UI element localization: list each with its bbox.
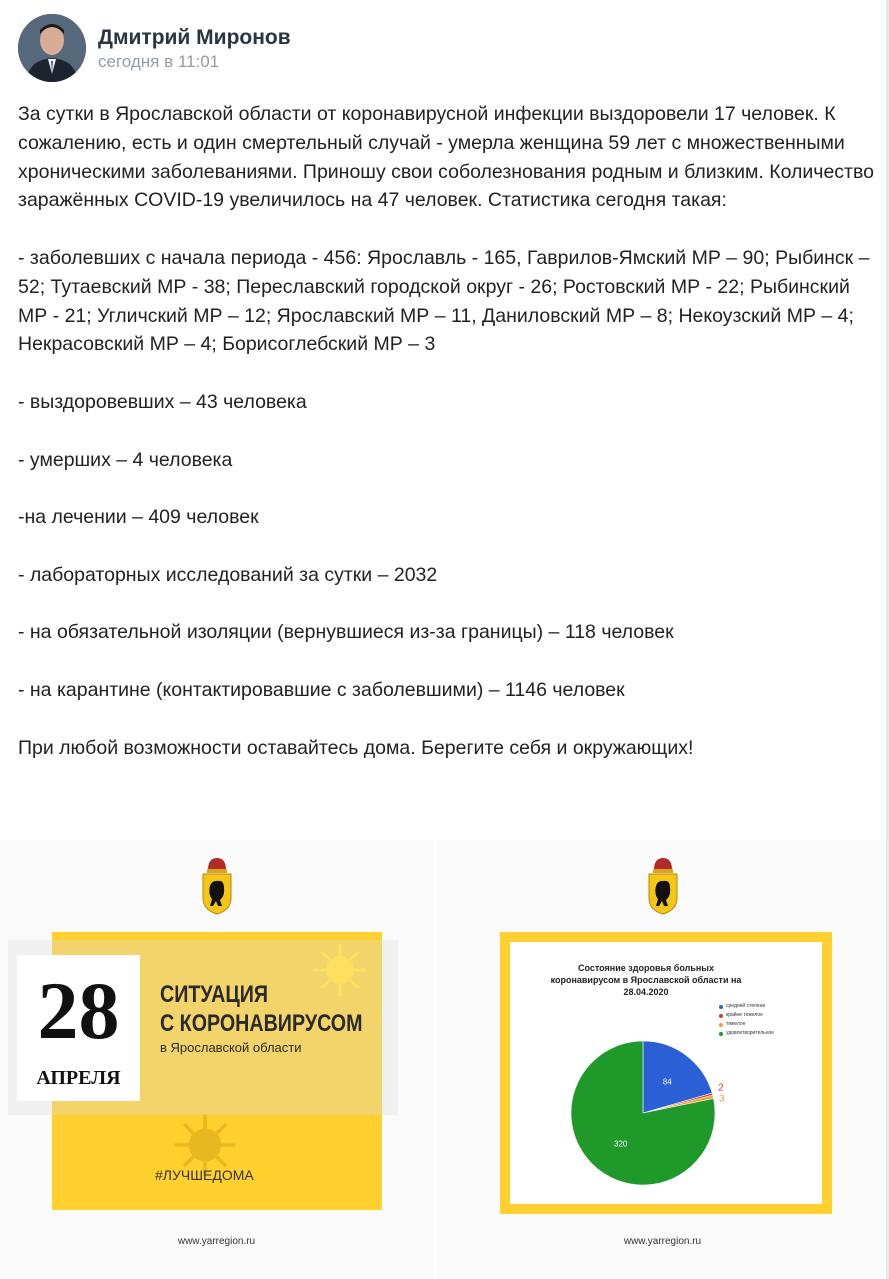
post-paragraph: - заболевших с начала периода - 456: Ярославль - 165, Гаврилов-Ямский МР – 90; Рыбинск – 52; Тутаевский МР - 38; Переславский городской округ - 26; Ростовский МР - 22; Рыбинский МР - 21; Угличский МР – 12; Ярославский МР – 11, Даниловский МР – 8; Некоузский МР – 4; Некрасовский МР – 4; Борисоглебский МР – 3 — [18, 246, 870, 356]
image-url: www.yarregion.ru — [177, 1236, 256, 1247]
legend-item: тяжелое — [719, 1020, 774, 1029]
situation-title-line2: С КОРОНАВИРУСОМ — [160, 1010, 363, 1037]
date-month: АПРЕЛЯ — [36, 1067, 121, 1089]
pie-chart — [436, 840, 889, 1279]
legend-item: средней степени — [719, 1002, 774, 1011]
situation-title-line1: СИТУАЦИЯ — [160, 981, 269, 1008]
post-time[interactable]: сегодня в 11:01 — [98, 52, 220, 71]
legend-item: крайне тяжелое — [719, 1011, 774, 1020]
chart-title: Состояние здоровья больных коронавирусом в Ярославской области на 28.04.2020 — [550, 963, 742, 997]
author-name[interactable]: Дмитрий Миронов — [98, 26, 291, 49]
pie-label-0: 84 — [662, 1077, 672, 1087]
pie-label-1: 2 — [718, 1082, 724, 1094]
attached-image-chart[interactable] — [436, 840, 889, 1279]
virus-decoration-icon — [310, 940, 370, 1000]
coat-of-arms-icon — [200, 856, 234, 916]
post-paragraph: -на лечении – 409 человек — [18, 506, 259, 529]
image-url: www.yarregion.ru — [623, 1236, 702, 1247]
pie-label-3: 320 — [613, 1139, 628, 1149]
situation-subtitle: в Ярославской области — [160, 1040, 302, 1055]
post-paragraph: - выздоровевших – 43 человека — [18, 390, 307, 413]
post-paragraph: - умерших – 4 человека — [18, 448, 233, 471]
attached-image-situation[interactable] — [0, 840, 433, 1279]
date-day: 28 — [37, 965, 120, 1056]
author-avatar[interactable] — [18, 14, 86, 82]
post-paragraph: - на обязательной изоляции (вернувшиеся из-за границы) – 118 человек — [18, 621, 674, 644]
post-paragraph: За сутки в Ярославской области от коронавирусной инфекции выздоровели 17 человек. К сожалению, есть и один смертельный случай - умерла женщина 59 лет с множественными хроническими заболеваниями. Приношу свои соболезнования родным и близким. Количество заражённых COVID-19 увеличилось на 47 человек. Статистика сегодня такая: — [18, 103, 874, 212]
post-paragraph: При любой возможности оставайтесь дома. Берегите себя и окружающих! — [18, 736, 694, 759]
post-paragraph: - лабораторных исследований за сутки – 2032 — [18, 563, 438, 586]
pie-label-2: 3 — [719, 1093, 725, 1105]
post-text — [18, 100, 876, 762]
legend-item: удовлетворительное — [719, 1029, 774, 1038]
hashtag: #ЛУЧШЕДОМА — [155, 1167, 254, 1183]
date-box — [17, 955, 140, 1101]
post-paragraph: - на карантине (контактировавшие с заболевшими) – 1146 человек — [18, 678, 625, 701]
